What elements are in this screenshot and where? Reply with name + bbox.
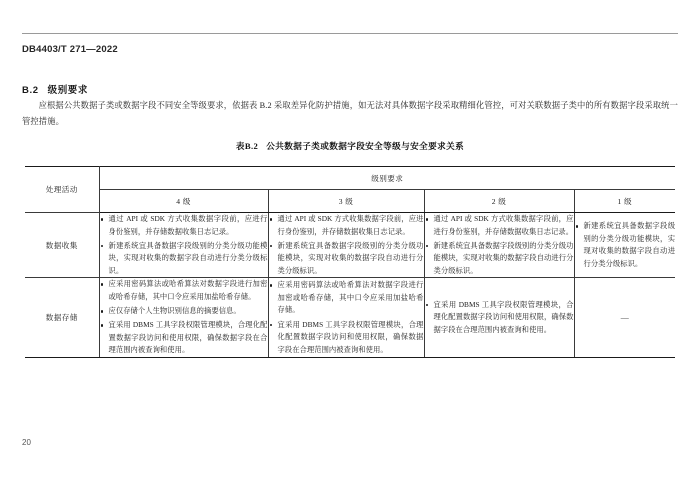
clause-title-text: 级别要求 [47, 85, 88, 96]
bullet-list [100, 213, 268, 277]
cell-storage-level3 [268, 278, 424, 358]
list-item: 新建系统宜具备数据字段级别的分类分级功能模块，实现对收集的数据字段自动进行分类分级标识。 [100, 240, 268, 278]
header-level-4: 4 级 [99, 190, 268, 213]
header-level-1: 1 级 [574, 190, 675, 213]
cell-storage-level1: — [574, 278, 675, 358]
clause-paragraph: 应根据公共数据子类或数据字段不同安全等级要求，依据表 B.2 采取差异化防护措施，如无法对具体数据字段采取精细化管控，可对关联数据子类中的所有数据字段采取统一管控措施。 [22, 101, 678, 126]
list-item: 通过 API 或 SDK 方式收集数据字段前，应进行身份鉴别，并存储数据收集日志记录。 [100, 213, 268, 238]
bullet-list [425, 213, 574, 277]
header-level-requirements: 级别要求 [99, 167, 675, 190]
list-item: 通过 API 或 SDK 方式收集数据字段前，应进行身份鉴别，并存储数据收集日志记录。 [425, 213, 574, 238]
cell-storage-level2 [424, 278, 574, 358]
clause-heading [22, 82, 88, 96]
list-item: 宜采用 DBMS 工具字段权限管理模块，合理化配置数据字段访问和使用权限，确保数据字段在合理范围内被查询和使用。 [425, 299, 574, 337]
bullet-list [100, 278, 268, 357]
cell-collection-level4 [99, 213, 268, 278]
header-level-3: 3 级 [268, 190, 424, 213]
list-item: 新建系统宜具备数据字段级别的分类分级功能模块，实现对收集的数据字段自动进行分类分级标识。 [269, 240, 424, 278]
list-item: 应仅存储个人生物识别信息的摘要信息。 [100, 305, 268, 318]
cell-collection-level1 [574, 213, 675, 278]
clause-number: B.2 [22, 85, 39, 96]
row-activity-data-storage: 数据存储 [25, 278, 99, 358]
list-item: 应采用密码算法或哈希算法对数据字段进行加密或哈希存储，其中口令应采用加盐哈希存储。 [100, 278, 268, 303]
requirements-table [25, 166, 675, 358]
table-row [25, 213, 675, 278]
table-header-row-levels [25, 190, 675, 213]
table-row [25, 278, 675, 358]
table-header-row-top [25, 167, 675, 190]
bullet-list [425, 299, 574, 337]
header-divider [22, 33, 678, 34]
list-item: 通过 API 或 SDK 方式收集数据字段前，应进行身份鉴别，并存储数据收集日志记录。 [269, 213, 424, 238]
list-item: 宜采用 DBMS 工具字段权限管理模块，合理化配置数据字段访问和使用权限，确保数据字段在合理范围内被查询和使用。 [269, 319, 424, 357]
page-number: 20 [22, 438, 31, 447]
list-item: 新建系统宜具备数据字段级别的分类分级功能模块，实现对收集的数据字段自动进行分类分级标识。 [425, 240, 574, 278]
table-caption-text: 公共数据子类或数据字段安全等级与安全要求关系 [266, 141, 465, 151]
list-item: 宜采用 DBMS 工具字段权限管理模块，合理化配置数据字段访问和使用权限，确保数据字段在合理范围内被查询和使用。 [100, 319, 268, 357]
standard-number: DB4403/T 271—2022 [22, 44, 118, 55]
list-item: 应采用密码算法或哈希算法对数据字段进行加密或哈希存储，其中口令应采用加盐哈希存储。 [269, 279, 424, 317]
table-caption [0, 140, 700, 152]
bullet-list [269, 279, 424, 356]
cell-storage-level4 [99, 278, 268, 358]
header-activity: 处理活动 [25, 167, 99, 213]
cell-collection-level3 [268, 213, 424, 278]
list-item: 新建系统宜具备数据字段级别的分类分级功能模块，实现对收集的数据字段自动进行分类分级标识。 [575, 220, 676, 270]
bullet-list [575, 220, 676, 270]
row-activity-data-collection: 数据收集 [25, 213, 99, 278]
header-level-2: 2 级 [424, 190, 574, 213]
bullet-list [269, 213, 424, 277]
cell-collection-level2 [424, 213, 574, 278]
table-caption-number: 表B.2 [235, 141, 259, 151]
